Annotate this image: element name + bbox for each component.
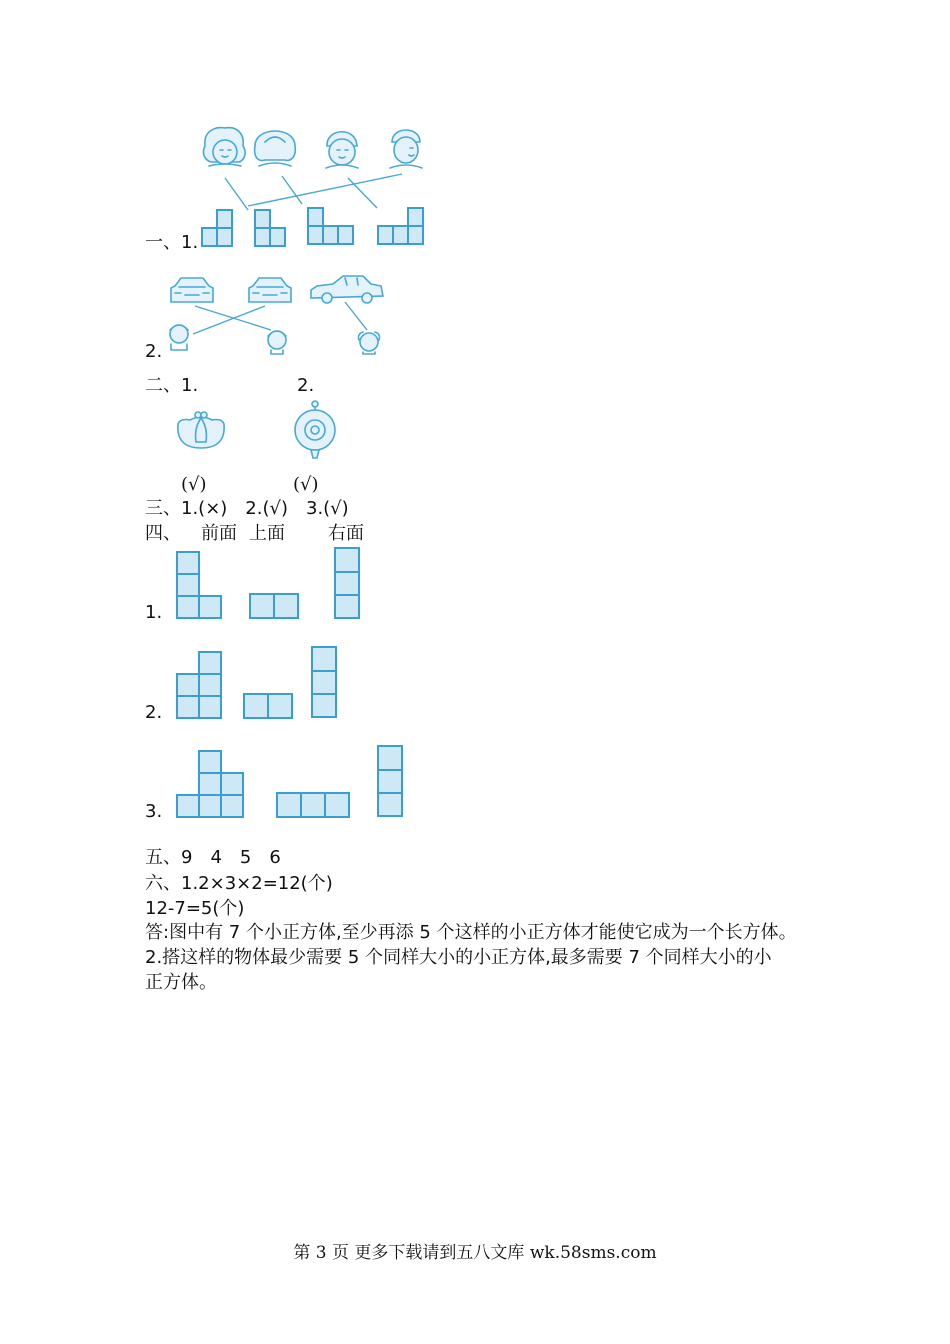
section6-line3: 答:图中有 7 个小正方体,至少再添 5 个这样的小正方体才能使它成为一个长方体。 [145, 922, 797, 943]
section4-label: 四、 [145, 523, 181, 544]
section6-line1: 六、1.2×3×2=12(个) [145, 873, 333, 894]
row2-label: 2. [145, 702, 163, 723]
section3-answers: 三、1.(×) 2.(√) 3.(√) [145, 498, 349, 519]
row2-right-view [311, 646, 339, 720]
car-front-icon [249, 278, 291, 302]
car-front-icon [171, 278, 213, 302]
row1-label: 1. [145, 602, 163, 623]
child-icon [359, 332, 380, 354]
header-front: 前面 [201, 523, 237, 544]
header-top: 上面 [249, 523, 285, 544]
row2-front-view [176, 651, 224, 721]
row3-top-view [276, 792, 352, 820]
view-3col-left-tall [308, 208, 353, 244]
section5-answers: 五、9 4 5 6 [145, 847, 281, 868]
section1-label: 一、1. [145, 232, 199, 253]
section2-mark1: (√) [181, 474, 207, 495]
girl-ponytail-icon [203, 128, 245, 166]
teapot-top-icon [290, 400, 340, 462]
page-footer: 第 3 页 更多下载请到五八文库 wk.58sms.com [293, 1243, 657, 1263]
section6-line4: 2.搭这样的物体最少需要 5 个同样大小的小正方体,最多需要 7 个同样大小的小 [145, 947, 772, 968]
car-side-icon [311, 276, 383, 303]
view-3col-right-tall [378, 208, 423, 244]
cars-children-figure [165, 272, 390, 358]
section2-q2-label: 2. [297, 375, 315, 396]
section2-mark2: (√) [293, 474, 319, 495]
section6-line2: 12-7=5(个) [145, 898, 245, 919]
view-2col-left-tall [202, 210, 232, 246]
purse-icon [172, 410, 230, 452]
row1-right-view [334, 547, 362, 621]
child-icon [268, 331, 286, 354]
child-icon [170, 325, 188, 350]
view-2col-right-tall [255, 210, 285, 246]
header-right: 右面 [328, 523, 364, 544]
row3-right-view [377, 745, 405, 819]
boy-side-icon [390, 130, 422, 168]
row3-front-view [176, 750, 246, 820]
row1-front-view [176, 551, 224, 621]
section1-q2-label: 2. [145, 341, 163, 362]
row3-label: 3. [145, 801, 163, 822]
row1-top-view [249, 593, 299, 621]
boy-front-icon [326, 132, 358, 168]
section2-label: 二、1. [145, 375, 199, 396]
people-views-figure [170, 120, 440, 250]
girl-back-view-icon [255, 131, 296, 166]
row2-top-view [243, 693, 293, 721]
section6-line5: 正方体。 [145, 972, 217, 993]
